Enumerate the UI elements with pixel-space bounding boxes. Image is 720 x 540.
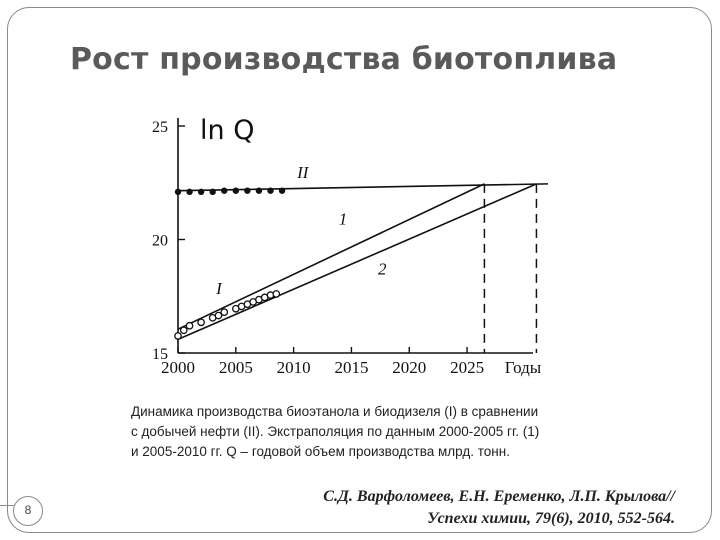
y-tick-label-1: 20 xyxy=(152,232,168,250)
x-tick-label-4: 2020 xyxy=(392,358,427,377)
y-tick-label-2: 25 xyxy=(152,119,168,136)
citation-line-1: С.Д. Варфоломеев, Е.Н. Еременко, Л.П. Крылова// xyxy=(323,488,675,505)
x-axis-label: Годы xyxy=(504,358,542,377)
point-I-6 xyxy=(221,309,227,315)
y-tick-label-0: 15 xyxy=(152,346,168,363)
point-II-8 xyxy=(267,187,273,193)
slide-title: Рост производства биотоплива xyxy=(70,42,618,77)
point-I-1 xyxy=(181,327,187,333)
point-I-3 xyxy=(198,319,204,325)
page-number-connector xyxy=(0,505,14,506)
point-II-4 xyxy=(221,187,227,193)
page-number-badge: 8 xyxy=(13,496,43,526)
point-II-9 xyxy=(279,187,285,193)
x-tick-label-2: 2010 xyxy=(276,358,311,377)
point-II-3 xyxy=(209,189,215,195)
point-II-5 xyxy=(233,187,239,193)
point-II-0 xyxy=(175,189,181,195)
point-II-1 xyxy=(186,189,192,195)
curve-label-1: 1 xyxy=(338,209,348,229)
chart-caption xyxy=(131,402,651,462)
point-II-7 xyxy=(256,187,262,193)
slide-frame xyxy=(7,7,712,533)
x-tick-label-1: 2005 xyxy=(218,358,253,377)
citation xyxy=(323,486,675,530)
curve-label-II: II xyxy=(297,163,309,183)
point-I-0 xyxy=(175,333,181,339)
y-axis-label: ln Q xyxy=(200,115,255,146)
caption-line-1: Динамика производства биоэтанола и биодизеля (I) в сравнении xyxy=(131,404,539,419)
curve-label-2: 2 xyxy=(378,259,387,279)
x-tick-label-3: 2015 xyxy=(334,358,369,377)
point-II-6 xyxy=(244,187,250,193)
x-tick-label-5: 2025 xyxy=(450,358,485,377)
caption-line-3: и 2005-2010 гг. Q – годовой объем производства млрд. тонн. xyxy=(131,444,510,459)
citation-line-2: Успехи химии, 79(6), 2010, 552-564. xyxy=(427,510,675,527)
chart xyxy=(128,98,568,388)
series-line-2-4 xyxy=(178,184,536,339)
caption-line-2: с добычей нефти (II). Экстраполяция по данным 2000-2005 гг. (1) xyxy=(131,424,540,439)
x-tick-label-0: 2000 xyxy=(161,358,195,377)
curve-label-I: I xyxy=(216,278,222,298)
point-I-2 xyxy=(186,323,192,329)
series-line-1-3 xyxy=(178,184,484,329)
point-I-14 xyxy=(273,291,279,297)
point-II-2 xyxy=(198,189,204,195)
